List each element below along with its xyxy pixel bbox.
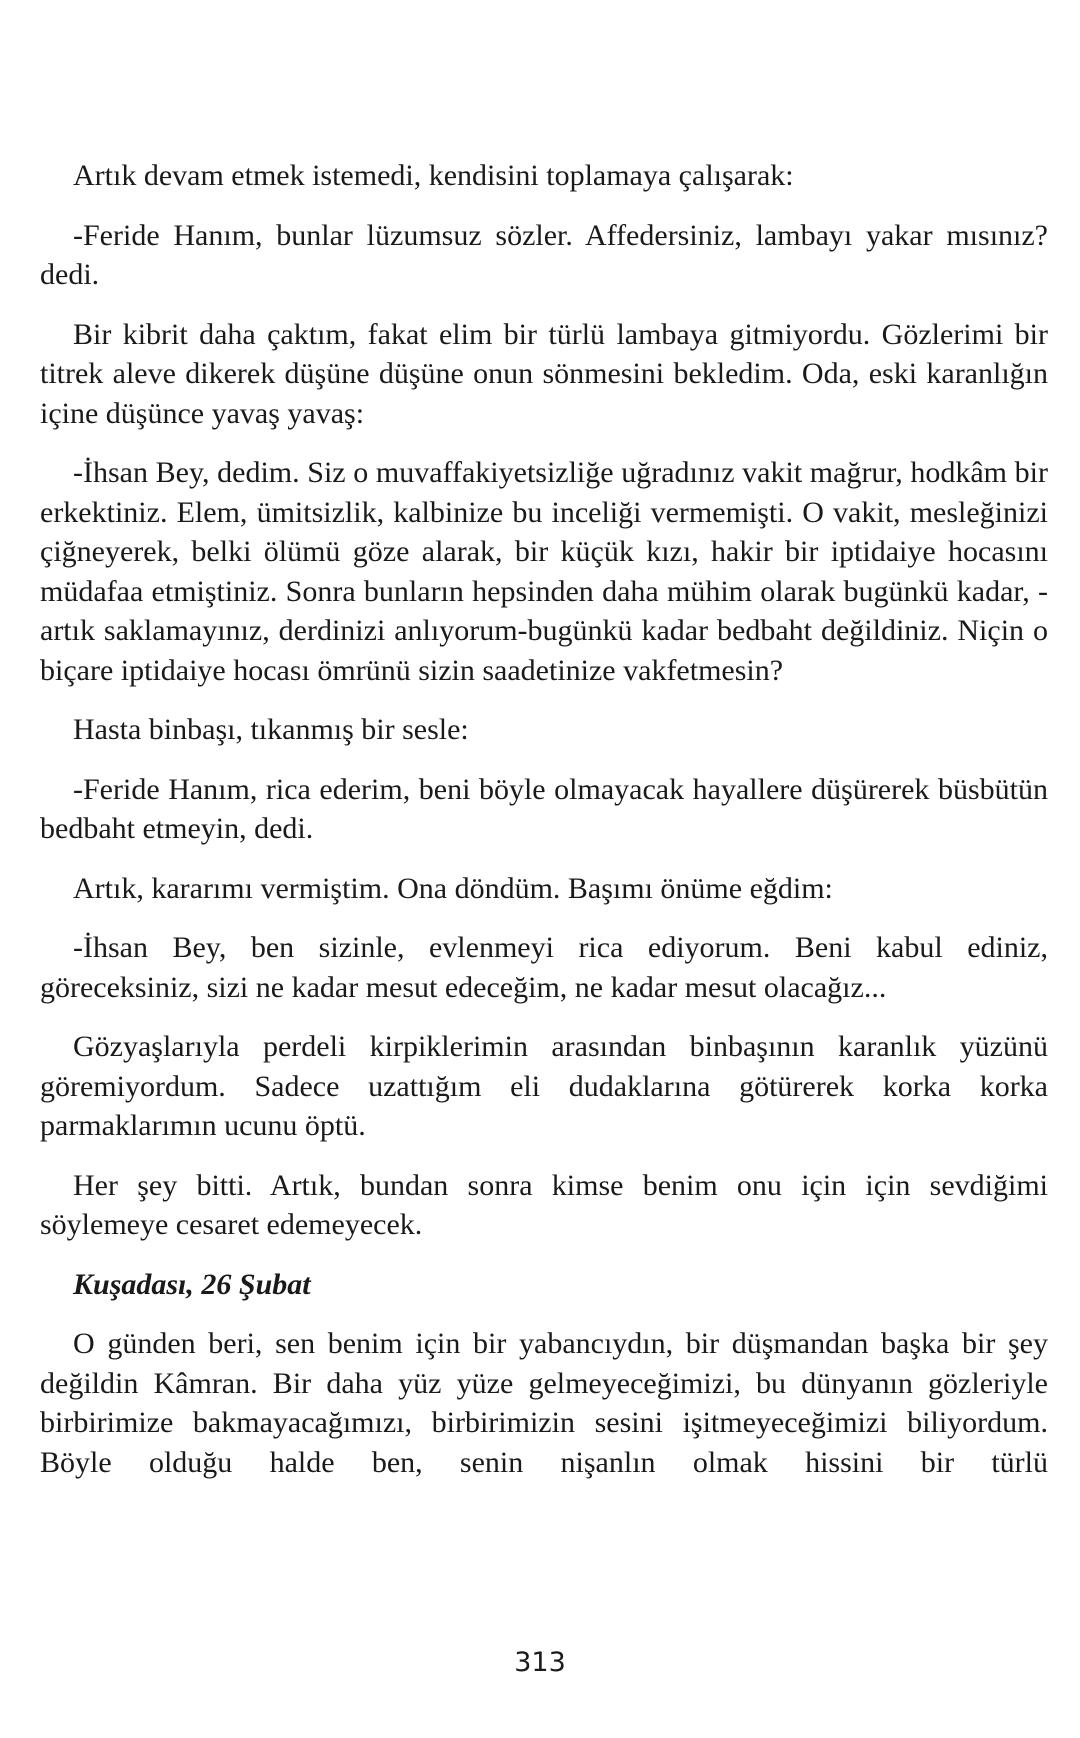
section-heading: Kuşadası, 26 Şubat (73, 1267, 311, 1301)
paragraph-2: -Feride Hanım, bunlar lüzumsuz sözler. Affedersiniz, lambayı yakar mısınız? dedi. (40, 218, 1048, 291)
paragraph-6: -Feride Hanım, rica ederim, beni böyle olmayacak hayallere düşürerek büsbütün bedbaht etmeyin, dedi. (40, 772, 1048, 845)
page-number: 313 (514, 1647, 566, 1678)
paragraph-3: Bir kibrit daha çaktım, fakat elim bir türlü lambaya gitmiyordu. Gözlerimi bir titrek aleve dikerek düşüne düşüne onun sönmesini bekledim. Oda, eski karanlığın içine düşünce yavaş yavaş: (40, 317, 1048, 430)
paragraph-1: Artık devam etmek istemedi, kendisini toplamaya çalışarak: (73, 159, 794, 192)
paragraph-7: Artık, kararımı vermiştim. Ona döndüm. Başımı önüme eğdim: (73, 871, 833, 905)
paragraph-8: -İhsan Bey, ben sizinle, evlenmeyi rica ediyorum. Beni kabul ediniz, göreceksiniz, sizi ne kadar mesut edeceğim, ne kadar mesut olacağız... (40, 931, 1048, 1004)
paragraph-10: Her şey bitti. Artık, bundan sonra kimse benim onu için için sevdiğimi söylemeye cesaret edemeyecek. (40, 1168, 1048, 1241)
page-body (40, 156, 1048, 1502)
paragraph-9: Gözyaşlarıyla perdeli kirpiklerimin arasından binbaşının karanlık yüzünü göremiyordum. Sadece uzattığım eli dudaklarına götürerek korka korka parmaklarımın ucunu öptü. (40, 1030, 1048, 1142)
paragraph-5: Hasta binbaşı, tıkanmış bir sesle: (73, 713, 469, 746)
final-paragraph: O günden beri, sen benim için bir yabancıydın, bir düşmandan başka bir şey değildin Kâmran. Bir daha yüz yüze gelmeyeceğimizi, bu dünyanın gözleriyle birbirimize bakmayacağımızı, birbirimizin sesini işitmeyeceğimizi biliyordum. Böyle olduğu halde ben, senin nişanlın olmak hissini bir türlü (40, 1327, 1048, 1479)
paragraph-4: -İhsan Bey, dedim. Siz o muvaffakiyetsizliğe uğradınız vakit mağrur, hodkâm bir erkektiniz. Elem, ümitsizlik, kalbinize bu inceliği vermemişti. O vakit, mesleğinizi çiğneyerek, belki ölümü göze alarak, bir küçük kızı, hakir bir iptidaiye hocasını müdafaa etmiştiniz. Sonra bunların hepsinden daha mühim olarak bugünkü kadar, -artık saklamayınız, derdinizi anlıyorum-bugünkü kadar bedbaht değildiniz. Niçin o biçare iptidaiye hocası ömrünü sizin saadetinize vakfetmesin? (40, 456, 1048, 687)
